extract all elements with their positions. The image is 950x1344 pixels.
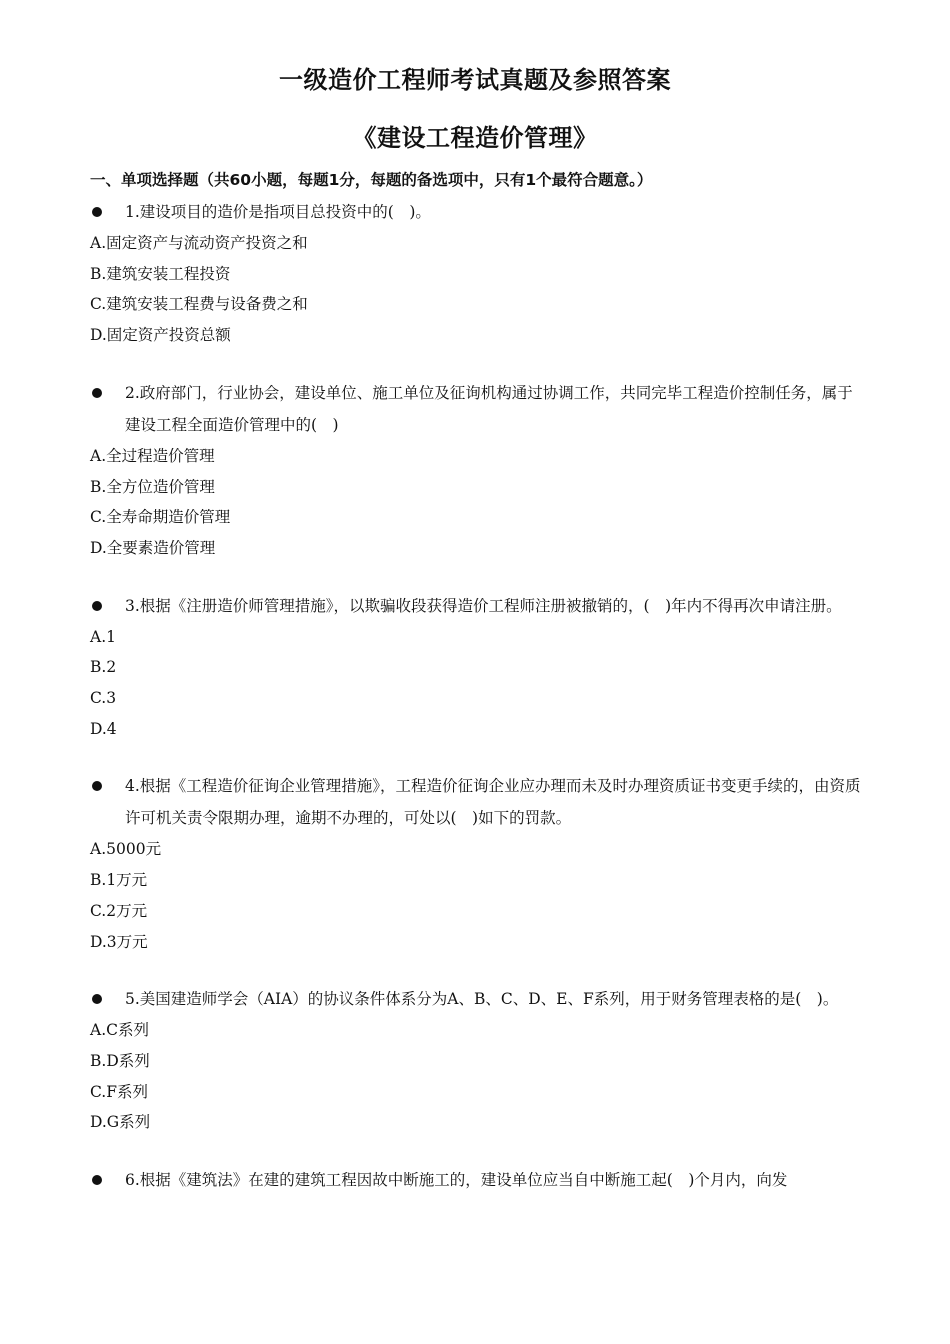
option-d: D.固定资产投资总额 xyxy=(90,326,231,345)
option-a: A.C系列 xyxy=(90,1021,149,1040)
bullet-icon xyxy=(92,1175,102,1185)
bullet-icon xyxy=(92,388,102,398)
question-item xyxy=(0,590,950,745)
option-c: C.2万元 xyxy=(90,901,148,920)
question-stem xyxy=(0,1164,950,1196)
option-d: D.全要素造价管理 xyxy=(90,538,216,557)
question-item xyxy=(0,770,950,957)
question-text: 5.美国建造师学会（AIA）的协议条件体系分为A、B、C、D、E、F系列，用于财务管理表格的是( )。 xyxy=(125,990,839,1009)
option-b: B.建筑安装工程投资 xyxy=(90,264,231,283)
question-item xyxy=(0,196,950,351)
option-a: A.固定资产与流动资产投资之和 xyxy=(90,234,308,252)
option-d: D.4 xyxy=(90,719,117,738)
question-text: 4.根据《工程造价征询企业管理措施》，工程造价征询企业应办理而未及时办理资质证书变更手续的，由资质许可机关责令限期办理，逾期不办理的，可处以( )如下的罚款。 xyxy=(125,777,861,828)
question-stem xyxy=(0,983,950,1015)
option-a: A.5000元 xyxy=(90,840,162,859)
option-d: D.3万元 xyxy=(90,932,148,951)
question-text: 2.政府部门，行业协会，建设单位、施工单位及征询机构通过协调工作，共同完毕工程造价控制任务，属于建设工程全面造价管理中的( ) xyxy=(125,383,853,434)
question-stem xyxy=(0,196,950,228)
option-c: C.建筑安装工程费与设备费之和 xyxy=(90,295,308,314)
question-item xyxy=(0,377,950,564)
option-b: B.全方位造价管理 xyxy=(90,477,215,496)
option-a: A.1 xyxy=(90,627,116,646)
question-list xyxy=(0,196,950,1222)
question-stem xyxy=(0,377,950,441)
option-c: C.全寿命期造价管理 xyxy=(90,508,231,527)
option-b: B.2 xyxy=(90,658,117,677)
question-stem xyxy=(0,770,950,834)
question-text: 3.根据《注册造价师管理措施》，以欺骗收段获得造价工程师注册被撤销的，( )年内不得再次申请注册。 xyxy=(125,596,842,615)
bullet-icon xyxy=(92,207,102,217)
option-c: C.F系列 xyxy=(90,1082,148,1101)
document-subtitle: 《建设工程造价管理》 xyxy=(352,124,598,152)
question-stem xyxy=(0,590,950,622)
bullet-icon xyxy=(92,601,102,611)
option-b: B.1万元 xyxy=(90,871,148,890)
section-heading: 一、单项选择题（共60小题，每题1分，每题的备选项中，只有1个最符合题意。） xyxy=(90,171,653,189)
bullet-icon xyxy=(92,994,102,1004)
bullet-icon xyxy=(92,781,102,791)
question-item xyxy=(0,983,950,1138)
option-c: C.3 xyxy=(90,689,117,708)
question-text: 1.建设项目的造价是指项目总投资中的( )。 xyxy=(125,203,431,221)
option-d: D.G系列 xyxy=(90,1113,151,1132)
document-title: 一级造价工程师考试真题及参照答案 xyxy=(279,66,671,94)
option-b: B.D系列 xyxy=(90,1051,150,1070)
question-item xyxy=(0,1164,950,1196)
option-a: A.全过程造价管理 xyxy=(90,446,215,465)
question-text: 6.根据《建筑法》在建的建筑工程因故中断施工的，建设单位应当自中断施工起( )个月内，向发 xyxy=(125,1171,788,1190)
